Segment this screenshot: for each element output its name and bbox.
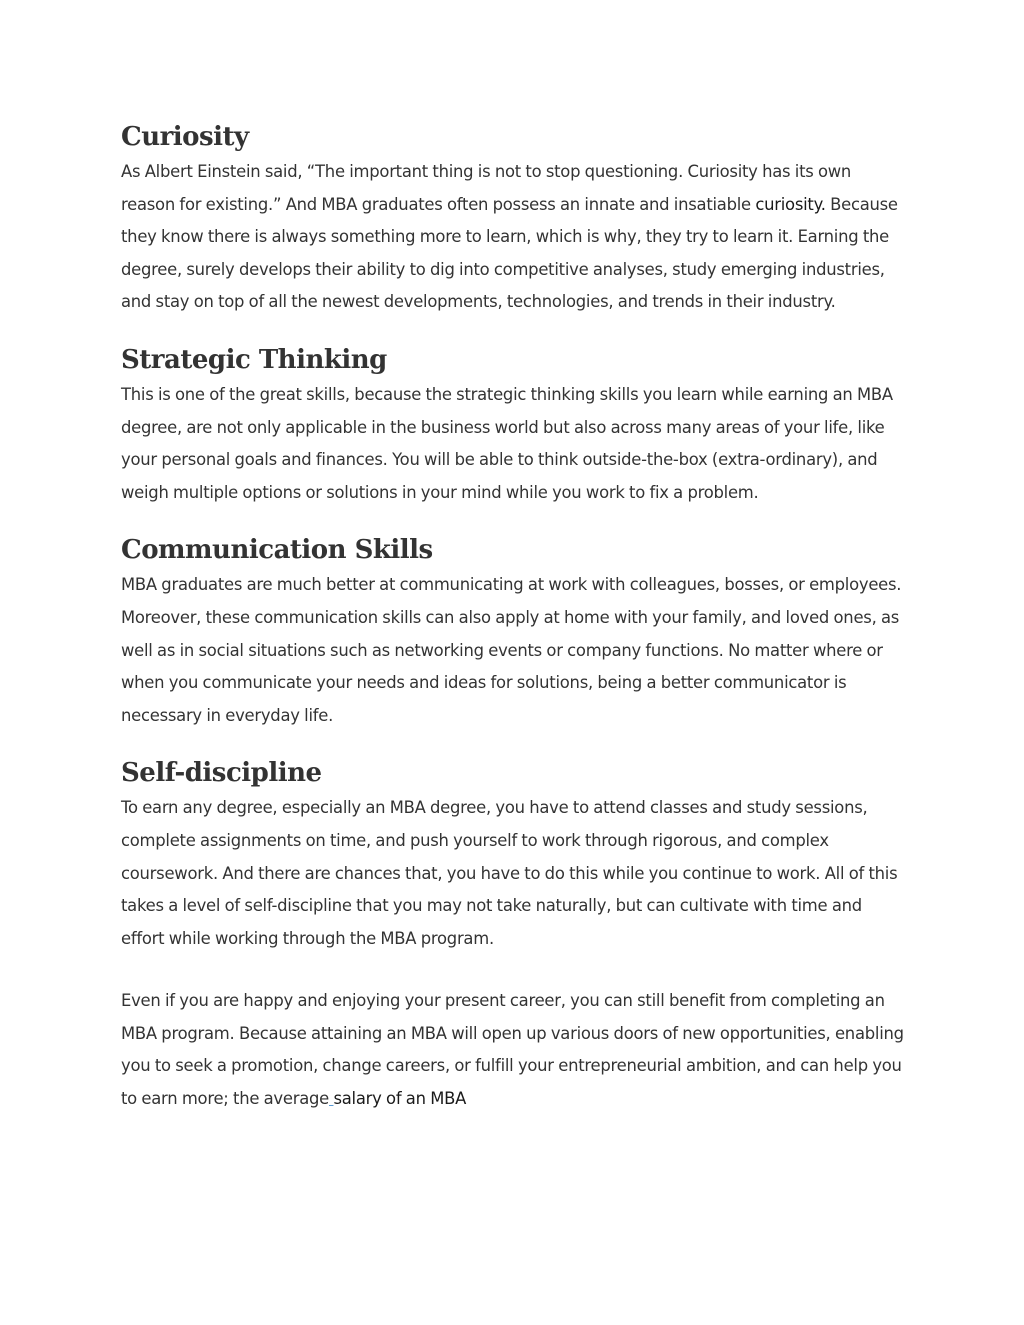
curiosity-link[interactable]: curiosity. (755, 194, 826, 214)
paragraph-text: Because they know there is always something more to learn, which is why, they try to learn it. Earning the degree, surely develops their ability to dig into competitive analyses, study emerging industries, and stay on top of all the newest developments, technologies, and trends in their industry. (121, 194, 898, 312)
section-heading: Strategic Thinking (121, 344, 387, 375)
section-communication-skills (121, 531, 906, 732)
paragraph-text: Even if you are happy and enjoying your present career, you can still benefit from completing an MBA program. Because attaining an MBA will open up various doors of new opportunities, enabling you to seek a promotion, change careers, or fulfill your entrepreneurial ambition, and can help you to earn more; the average (121, 991, 904, 1109)
section-self-discipline (121, 754, 906, 955)
closing-paragraph (121, 985, 906, 1115)
paragraph-text: As Albert Einstein said, “The important thing is not to stop questioning. Curiosity has its own reason for existing.” And MBA graduates often possess an innate and insatiable (121, 162, 852, 214)
section-paragraph: MBA graduates are much better at communicating at work with colleagues, bosses, or employees. Moreover, these communication skills can also apply at home with your family, and loved ones, as well as in social situations such as networking events or company functions. No matter where or when you communicate your needs and ideas for solutions, being a better communicator is necessary in everyday life. (121, 575, 902, 725)
mba-salary-link[interactable]: salary of an MBA (333, 1089, 467, 1109)
section-paragraph: This is one of the great skills, because the strategic thinking skills you learn while earning an MBA degree, are not only applicable in the business world but also across many areas of your life, like your personal goals and finances. You will be able to think outside-the-box (extra-ordinary), and weigh multiple options or solutions in your mind while you work to fix a problem. (121, 384, 893, 502)
section-paragraph: To earn any degree, especially an MBA degree, you have to attend classes and study sessions, complete assignments on time, and push yourself to work through rigorous, and complex coursework. And there are chances that, you have to do this while you continue to work. All of this takes a level of self-discipline that you may not take naturally, but can cultivate with time and effort while working through the MBA program. (121, 798, 898, 948)
article-body (121, 118, 906, 1116)
section-paragraph (121, 156, 906, 319)
section-strategic-thinking (121, 341, 906, 509)
section-heading: Curiosity (121, 122, 249, 152)
section-curiosity (121, 118, 906, 319)
section-heading: Self-discipline (121, 758, 322, 789)
section-heading: Communication Skills (121, 535, 433, 566)
